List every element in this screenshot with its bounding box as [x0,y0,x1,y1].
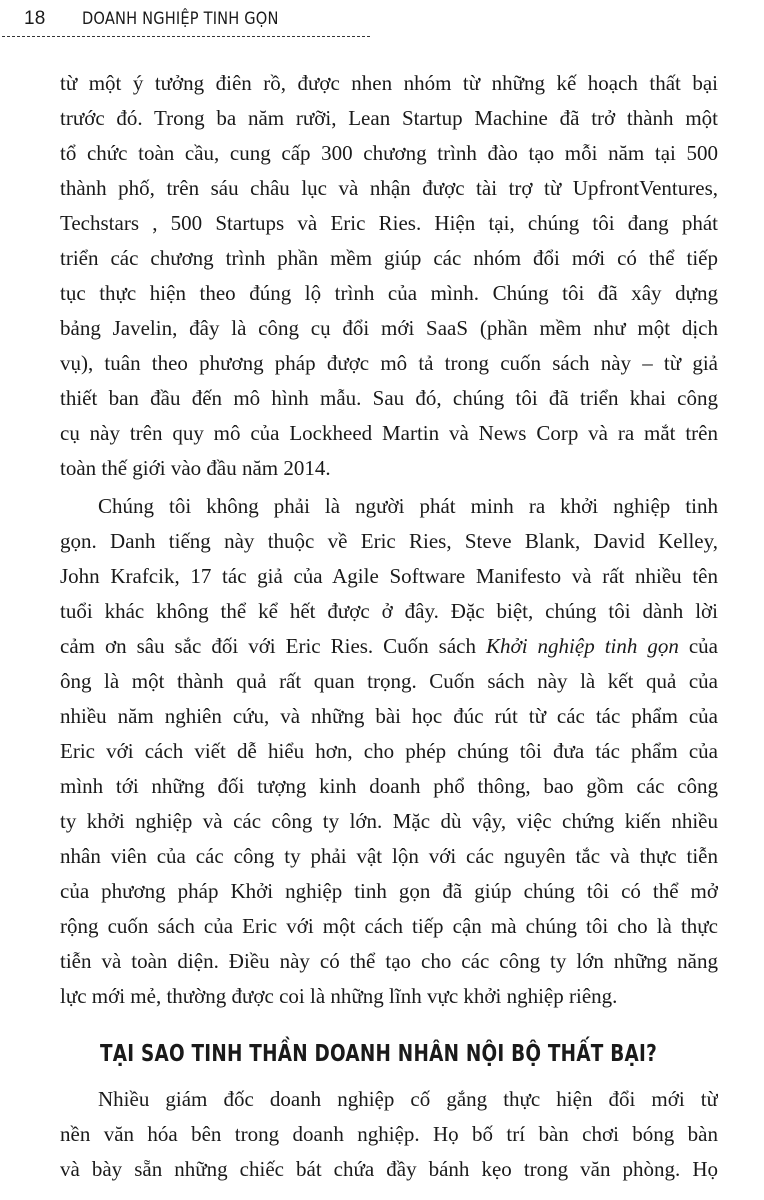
text-fragment: của [678,634,718,658]
text-line: toàn thế giới vào đầu năm 2014. [60,456,331,480]
text-line: trước đó. Trong ba năm rưỡi, Lean Startup Machine đã trở thành một [60,106,718,130]
text-fragment: cảm ơn sâu sắc đối với Eric Ries. Cuốn sách [60,634,486,658]
paragraph-3 [60,1082,718,1187]
text-line: thiết ban đầu đến mô hình mẫu. Sau đó, chúng tôi đã triển khai công [60,386,718,410]
section-heading: TẠI SAO TINH THẦN DOANH NHÂN NỘI BỘ THẤT BẠI? [100,1041,657,1067]
text-line: John Krafcik, 17 tác giả của Agile Software Manifesto và rất nhiều tên [60,564,718,588]
text-line-with-book-title [60,629,718,664]
text-line: bảng Javelin, đây là công cụ đổi mới SaaS (phần mềm như một dịch [60,316,718,340]
text-line: Techstars , 500 Startups và Eric Ries. Hiện tại, chúng tôi đang phát [60,211,718,235]
text-line: tục thực hiện theo đúng lộ trình của mình. Chúng tôi đã xây dựng [60,281,718,305]
text-line: mình tới những đối tượng kinh doanh phổ thông, bao gồm các công [60,774,718,798]
body-text [60,66,718,1187]
header-dashed-rule [2,36,370,37]
running-title: DOANH NGHIỆP TINH GỌN [82,9,279,29]
book-title-italic: Khởi nghiệp tinh gọn [486,634,679,658]
text-line: từ một ý tưởng điên rồ, được nhen nhóm từ những kế hoạch thất bại [60,71,718,95]
text-line: Chúng tôi không phải là người phát minh ra khởi nghiệp tinh [98,494,718,518]
text-line: thành phố, trên sáu châu lục và nhận được tài trợ từ UpfrontVentures, [60,176,718,200]
text-line: rộng cuốn sách của Eric với một cách tiếp cận mà chúng tôi cho là thực [60,914,718,938]
text-line: cụ này trên quy mô của Lockheed Martin và News Corp và ra mắt trên [60,421,718,445]
text-line: ty khởi nghiệp và các công ty lớn. Mặc dù vậy, việc chứng kiến nhiều [60,809,718,833]
text-line: ông là một thành quả rất quan trọng. Cuốn sách này là kết quả của [60,669,718,693]
text-line: tuổi khác không thể kể hết được ở đây. Đặc biệt, chúng tôi dành lời [60,599,718,623]
text-line: nhiều năm nghiên cứu, và những bài học đúc rút từ các tác phẩm của [60,704,718,728]
running-header [24,6,311,32]
text-line: tiễn và toàn diện. Điều này có thể tạo cho các công ty lớn những năng [60,949,718,973]
page-number: 18 [24,8,46,29]
text-line: vụ), tuân theo phương pháp được mô tả trong cuốn sách này – từ giả [60,351,718,375]
text-line: của phương pháp Khởi nghiệp tinh gọn đã giúp chúng tôi có thể mở [60,879,718,903]
text-line: tổ chức toàn cầu, cung cấp 300 chương trình đào tạo mỗi năm tại 500 [60,141,718,165]
text-line: gọn. Danh tiếng này thuộc về Eric Ries, Steve Blank, David Kelley, [60,529,718,553]
text-line: nhân viên của các công ty phải vật lộn với các nguyên tắc và thực tiễn [60,844,718,868]
paragraph-1 [60,66,718,486]
paragraph-2 [60,489,718,1014]
text-line: triển các chương trình phần mềm giúp các nhóm đổi mới có thể tiếp [60,246,718,270]
text-line: và bày sẵn những chiếc bát chứa đầy bánh kẹo trong văn phòng. Họ [60,1157,718,1181]
text-line: lực mới mẻ, thường được coi là những lĩnh vực khởi nghiệp riêng. [60,984,618,1008]
text-line: nền văn hóa bên trong doanh nghiệp. Họ bố trí bàn chơi bóng bàn [60,1122,718,1146]
text-line: Eric với cách viết dễ hiểu hơn, cho phép chúng tôi đưa tác phẩm của [60,739,718,763]
text-line: Nhiều giám đốc doanh nghiệp cố gắng thực hiện đổi mới từ [98,1087,718,1111]
